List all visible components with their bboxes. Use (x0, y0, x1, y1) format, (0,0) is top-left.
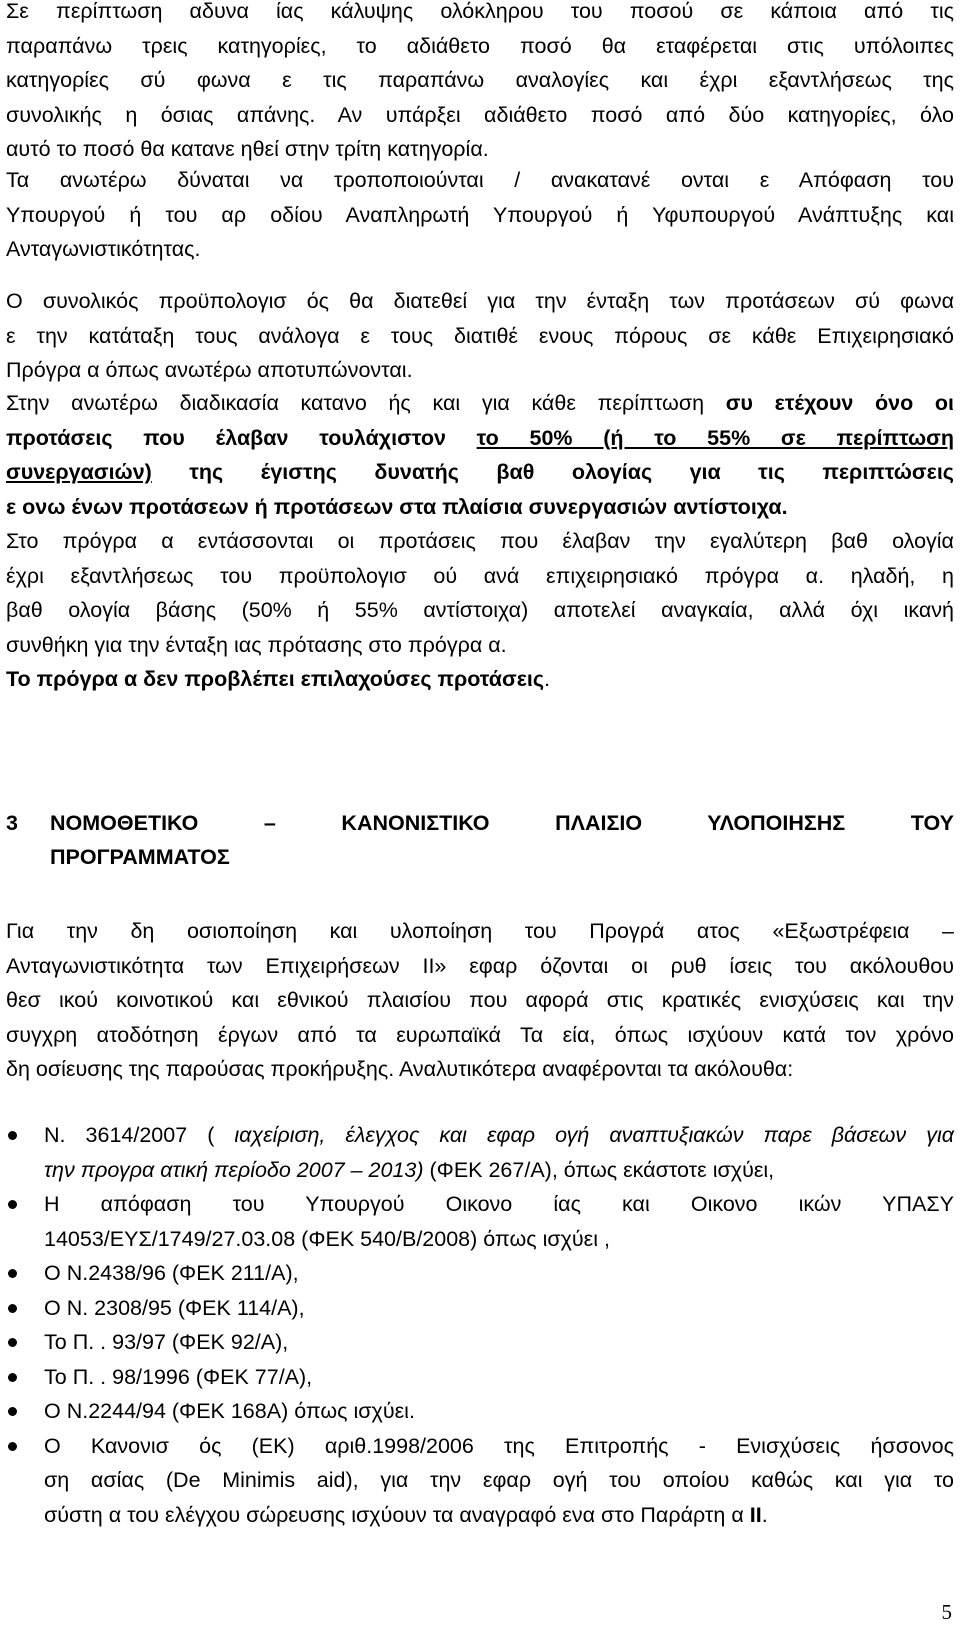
text-line: Ο Ν. 2308/95 (ΦΕΚ 114/Α), (44, 1295, 305, 1320)
text-run: . (544, 667, 551, 691)
text-run-underline: συνεργασιών) (6, 460, 152, 484)
text-line: βαθ ολογία βάσης (50% ή 55% αντίστοιχα) αποτελεί αναγκαία, αλλά όχι ικανή (6, 598, 954, 622)
bullet-icon (8, 1373, 17, 1382)
text-run-bold: προτάσεις που έλαβαν τουλάχιστον (6, 425, 477, 450)
paragraph-legal-framework (6, 914, 954, 1087)
text-run-underline: το 50% (ή το 55% σε περίπτωση (476, 425, 954, 450)
text-line (44, 1498, 954, 1533)
bullet-icon (8, 1338, 17, 1347)
text-line: Πρόγρα α όπως ανωτέρω αποτυπώνονται. (6, 358, 413, 382)
text-line: δη οσίευσης της παρούσας προκήρυξης. Αναλυτικότερα αναφέρονται τα ακόλουθα: (6, 1057, 794, 1081)
text-line: Ανταγωνιστικότητας. (6, 237, 201, 261)
section-title-line: ΠΡΟΓΡΑΜΜΑΤΟΣ (50, 845, 230, 869)
text-run-bold: συ ετέχουν όνο οι (725, 391, 954, 415)
list-item (0, 1291, 954, 1326)
text-run-bold: της έγιστης δυνατής βαθ ολογίας για τις περιπτώσεις (151, 460, 954, 484)
text-line: 14053/ΕΥΣ/1749/27.03.08 (ΦΕΚ 540/Β/2008) όπως ισχύει , (44, 1226, 610, 1251)
text-line: θεσ ικού κοινοτικού και εθνικού πλαισίου που αφορά στις κρατικές ενισχύσεις και την (6, 988, 954, 1012)
bullet-icon (8, 1442, 17, 1451)
text-line (44, 1153, 954, 1188)
text-line: ε την κατάταξη τους ανάλογα ε τους διατιθέ ενους πόρους σε κάθε Επιχειρησιακό (6, 323, 954, 348)
text-line: Ο Ν.2438/96 (ΦΕΚ 211/Α), (44, 1261, 299, 1285)
list-item (0, 1118, 954, 1187)
list-item (0, 1256, 954, 1291)
text-line: Στο πρόγρα α εντάσσονται οι προτάσεις που έλαβαν την εγαλύτερη βαθ ολογία (6, 529, 954, 553)
paragraph-amendment (6, 163, 954, 267)
section-title-line: ΝΟΜΟΘΕΤΙΚΟ – ΚΑΝΟΝΙΣΤΙΚΟ ΠΛΑΙΣΙΟ ΥΛΟΠΟΙΗΣΗΣ ΤΟΥ (50, 811, 954, 835)
list-item (0, 1394, 954, 1429)
bullet-icon (8, 1200, 17, 1209)
section-heading (6, 806, 954, 874)
text-line (6, 421, 954, 456)
text-run-italic: ιαχείριση, έλεγχος και εφαρ ογή αναπτυξιακών παρε βάσεων για (214, 1123, 954, 1147)
text-run: Στην ανωτέρω διαδικασία κατανο ής και για κάθε περίπτωση (6, 391, 726, 415)
paragraph-eligibility (6, 386, 954, 524)
bullet-icon (8, 1407, 17, 1416)
legislation-list (0, 1118, 954, 1532)
text-line: έχρι εξαντλήσεως του προϋπολογισ ού ανά επιχειρησιακό πρόγρα α. ηλαδή, η (6, 563, 954, 588)
text-line: συνθήκη για την ένταξη ιας πρότασης στο πρόγρα α. (6, 632, 507, 657)
text-line: Τα ανωτέρω δύναται να τροποποιούνται / ανακατανέ ονται ε Απόφαση του (6, 168, 954, 192)
text-line: Ο Ν.2244/94 (ΦΕΚ 168Α) όπως ισχύει. (44, 1399, 415, 1423)
bullet-icon (8, 1304, 17, 1313)
list-item (0, 1429, 954, 1533)
text-line: Σε περίπτωση αδυνα ίας κάλυψης ολόκληρου του ποσού σε κάποια από τις (6, 0, 954, 23)
text-run: σύστη α του ελέγχου σώρευσης ισχύουν τα αναγραφό ενα στο Παράρτη α (44, 1502, 750, 1527)
text-run: . (761, 1502, 768, 1527)
list-item (0, 1325, 954, 1360)
text-run-bold: ΙΙ (749, 1502, 762, 1527)
list-item (0, 1187, 954, 1256)
page-number: 5 (941, 1600, 952, 1624)
text-line (6, 386, 954, 421)
text-line: Η απόφαση του Υπουργού Οικονο ίας και Οικονο ικών ΥΠΑΣΥ (44, 1192, 954, 1216)
paragraph-ranking (6, 524, 954, 697)
text-line: Ανταγωνιστικότητα των Επιχειρήσεων ΙΙ» εφαρ όζονται οι ρυθ ίσεις του ακόλουθου (6, 953, 954, 978)
paragraph-budget (6, 284, 954, 388)
paragraph-reallocation (6, 0, 954, 167)
text-line: Το Π. . 98/1996 (ΦΕΚ 77/Α), (44, 1364, 313, 1389)
text-line (44, 1118, 954, 1153)
bullet-icon (8, 1131, 17, 1140)
text-run-italic: την προγρα ατική περίοδο 2007 – 2013) (44, 1157, 424, 1182)
text-line (6, 662, 954, 697)
section-number: 3 (6, 811, 18, 835)
text-line (6, 455, 954, 490)
text-line: ε ονω ένων προτάσεων ή προτάσεων στα πλαίσια συνεργασιών αντίστοιχα. (6, 494, 788, 519)
text-line: Υπουργού ή του αρ οδίου Αναπληρωτή Υπουργού ή Υφυπουργού Ανάπτυξης και (6, 202, 954, 227)
text-line: ση ασίας (De Minimis aid), για την εφαρ ογή του οποίου καθώς και για το (44, 1468, 954, 1492)
text-line: Ο συνολικός προϋπολογισ ός θα διατεθεί για την ένταξη των προτάσεων σύ φωνα (6, 289, 954, 313)
text-line: συνολικής η όσιας απάνης. Αν υπάρξει αδιάθετο ποσό από δύο κατηγορίες, όλο (6, 102, 954, 127)
text-run-bold: Το πρόγρα α δεν προβλέπει επιλαχούσες προτάσεις (6, 667, 545, 691)
bullet-icon (8, 1269, 17, 1278)
text-line: κατηγορίες σύ φωνα ε τις παραπάνω αναλογίες και έχρι εξαντλήσεως της (6, 68, 954, 92)
text-line: Για την δη οσιοποίηση και υλοποίηση του Προγρά ατος «Εξωστρέφεια – (6, 919, 954, 943)
text-run: (ΦΕΚ 267/Α), όπως εκάστοτε ισχύει, (423, 1157, 775, 1182)
list-item (0, 1360, 954, 1395)
text-run: Ν. 3614/2007 ( (44, 1123, 215, 1147)
text-line: παραπάνω τρεις κατηγορίες, το αδιάθετο ποσό θα εταφέρεται στις υπόλοιπες (6, 33, 954, 58)
text-line: Το Π. . 93/97 (ΦΕΚ 92/Α), (44, 1330, 289, 1354)
text-line: αυτό το ποσό θα κατανε ηθεί στην τρίτη κατηγορία. (6, 137, 489, 161)
text-line: Ο Κανονισ ός (ΕΚ) αριθ.1998/2006 της Επιτροπής - Ενισχύσεις ήσσονος (44, 1433, 954, 1458)
text-line: συγχρη ατοδότηση έργων από τα ευρωπαϊκά Τα εία, όπως ισχύουν κατά τον χρόνο (6, 1022, 954, 1047)
